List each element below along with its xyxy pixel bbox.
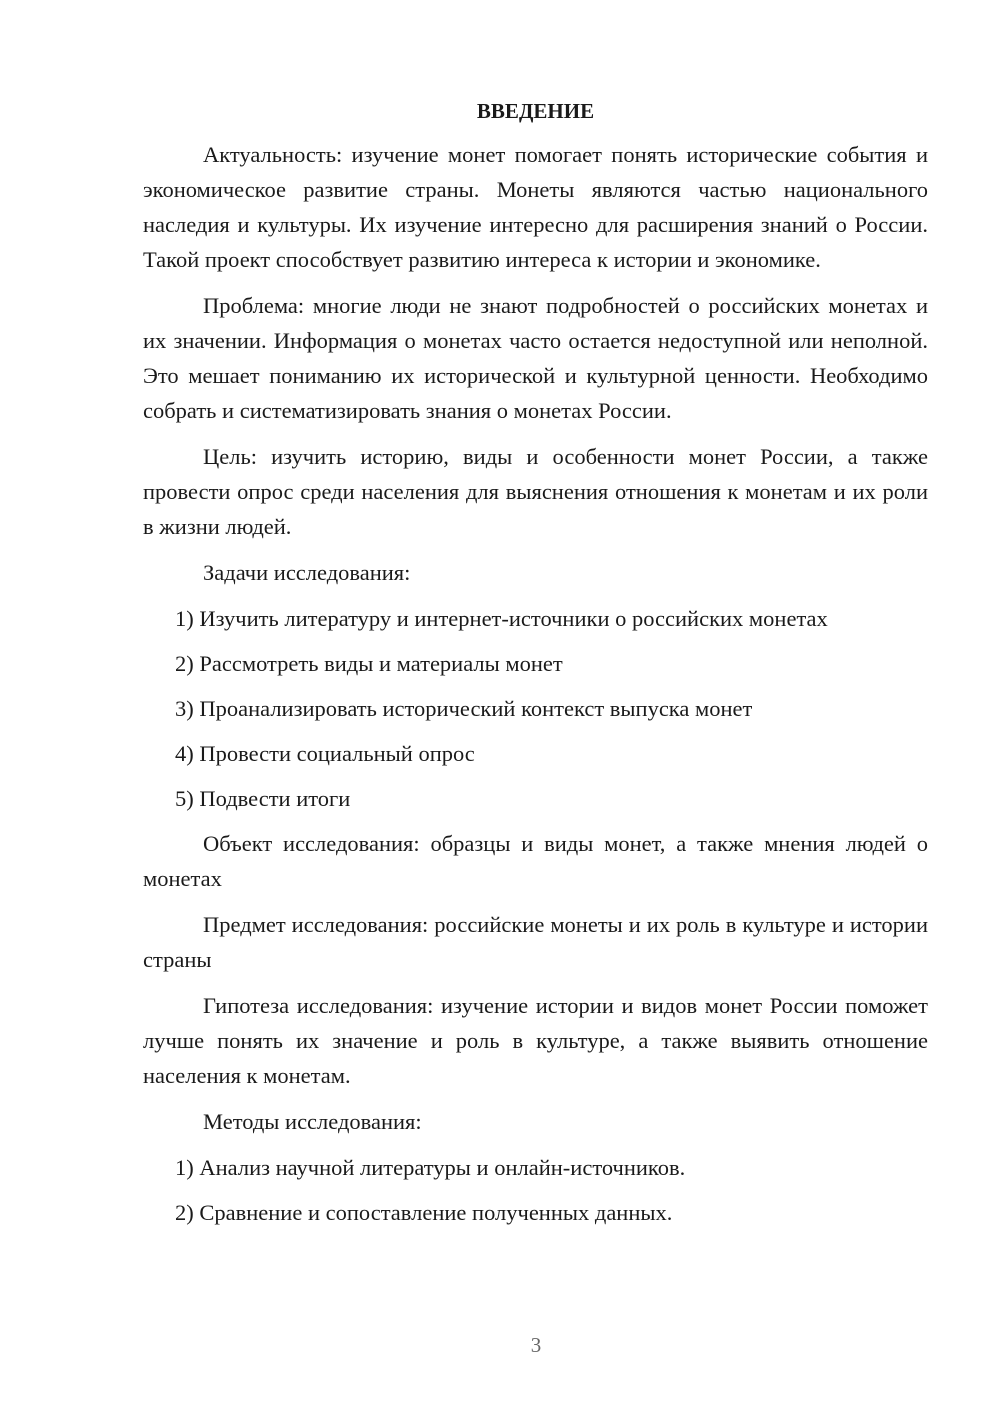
paragraph-object: Объект исследования: образцы и виды монет, а также мнения людей о монетах <box>143 831 928 891</box>
list-item: 1) Изучить литературу и интернет-источники о российских монетах <box>175 606 828 631</box>
methods-list <box>143 1150 928 1230</box>
paragraph-relevance: Актуальность: изучение монет помогает понять исторические события и экономическое развитие страны. Монеты являются частью национального наследия и культуры. Их изучение интересно для расширения знаний о России. Такой проект способствует развитию интереса к истории и экономике. <box>143 142 928 272</box>
list-item: 5) Подвести итоги <box>175 786 351 811</box>
tasks-title: Задачи исследования: <box>203 560 411 585</box>
methods-title: Методы исследования: <box>203 1109 422 1134</box>
paragraph-problem: Проблема: многие люди не знают подробностей о российских монетах и их значении. Информация о монетах часто остается недоступной или неполной. Это мешает пониманию их исторической и культурной ценности. Необходимо собрать и систематизировать знания о монетах России. <box>143 293 928 423</box>
list-item: 2) Рассмотреть виды и материалы монет <box>175 651 563 676</box>
list-item: 1) Анализ научной литературы и онлайн-источников. <box>175 1155 686 1180</box>
document-page <box>143 96 928 1240</box>
paragraph-hypothesis: Гипотеза исследования: изучение истории и видов монет России поможет лучше понять их значение и роль в культуре, а также выявить отношение населения к монетам. <box>143 993 928 1088</box>
section-heading: ВВЕДЕНИЕ <box>476 99 595 123</box>
list-item: 2) Сравнение и сопоставление полученных данных. <box>175 1200 673 1225</box>
page-number: 3 <box>530 1333 542 1357</box>
list-item: 4) Провести социальный опрос <box>175 741 475 766</box>
list-item: 3) Проанализировать исторический контекст выпуска монет <box>175 696 753 721</box>
paragraph-subject: Предмет исследования: российские монеты и их роль в культуре и истории страны <box>143 912 928 972</box>
tasks-list <box>143 601 928 816</box>
paragraph-goal: Цель: изучить историю, виды и особенности монет России, а также провести опрос среди населения для выяснения отношения к монетам и их роли в жизни людей. <box>143 444 928 539</box>
